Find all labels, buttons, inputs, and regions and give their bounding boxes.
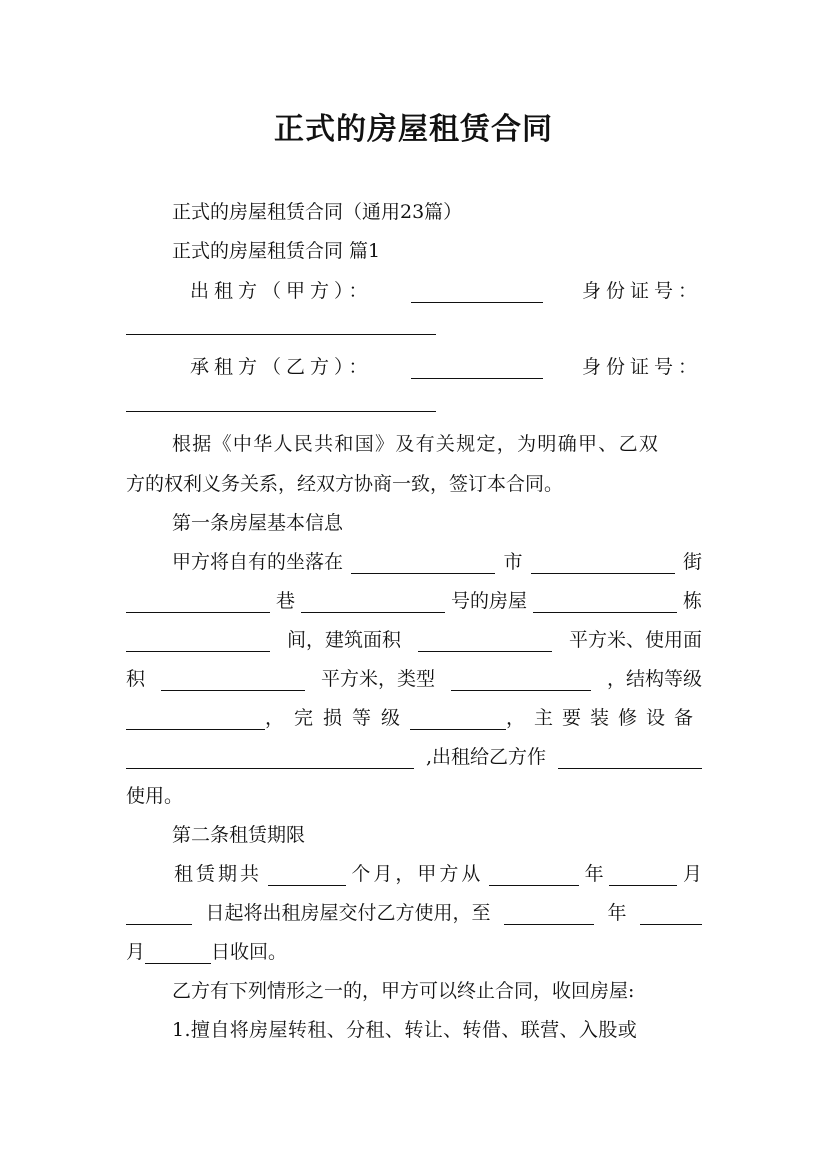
end-year-blank: [504, 904, 594, 925]
article1-text: ，主要装修设备: [505, 707, 702, 729]
article2-line-3: [126, 940, 287, 964]
section-heading: 正式的房屋租赁合同 篇1: [172, 240, 381, 262]
article1-text: 平方米，类型: [320, 668, 435, 690]
location-blank: [351, 553, 495, 574]
article2-text: 月: [682, 863, 702, 885]
article2-heading: 第二条租赁期限: [172, 824, 306, 846]
article1-heading: 第一条房屋基本信息: [172, 512, 344, 534]
article2-text: 日收回。: [211, 941, 288, 963]
article2-text: 个月，甲方从: [351, 863, 484, 885]
document-subtitle: 正式的房屋租赁合同（通用23篇）: [172, 201, 463, 223]
house-number-blank: [533, 592, 677, 613]
end-day-blank: [145, 943, 211, 964]
structure-grade-blank: [126, 709, 265, 730]
article1-text: 平方米、使用面: [568, 629, 702, 651]
document-title: 正式的房屋租赁合同: [274, 112, 553, 147]
building-blank: [126, 631, 270, 652]
article1-text: ，完损等级: [265, 707, 411, 729]
usable-area-blank: [161, 670, 305, 691]
article2-text: 年: [607, 902, 627, 924]
lessee-name-blank: [411, 358, 543, 379]
article2-text: 年: [584, 863, 604, 885]
article1-line-5: [126, 706, 702, 730]
intro-line-2: 方的权利义务关系，经双方协商一致，签订本合同。: [126, 473, 564, 495]
article1-text: ,出租给乙方作: [425, 746, 547, 768]
type-blank: [451, 670, 591, 691]
article1-line-1: [172, 550, 702, 574]
article1-line-4: [126, 667, 702, 691]
start-year-blank: [489, 865, 579, 886]
condition-grade-blank: [410, 709, 506, 730]
months-blank: [268, 865, 346, 886]
lessee-line: [190, 355, 702, 379]
start-day-blank: [126, 904, 192, 925]
city-blank: [531, 553, 675, 574]
article2-text: 租赁期共: [174, 863, 263, 885]
article1-text: 号的房屋: [450, 590, 527, 612]
lessor-label: 出租方（甲方）：: [190, 280, 373, 302]
lessor-id-blank: [126, 334, 436, 335]
article1-text: 巷: [275, 590, 295, 612]
street-blank: [126, 592, 270, 613]
article1-text: 栋: [682, 590, 702, 612]
article1-text: 间，建筑面积: [286, 629, 401, 651]
equipment-blank: [126, 748, 414, 769]
article2-text: 月: [126, 941, 146, 963]
article1-text: 积: [126, 668, 146, 690]
article1-line-6: [126, 745, 702, 769]
lane-blank: [301, 592, 445, 613]
termination-item-1: 1.擅自将房屋转租、分租、转让、转借、联营、入股或: [172, 1019, 638, 1041]
article2-line-2: [126, 901, 702, 925]
article2-line-1: [174, 862, 702, 886]
article1-text: 街: [682, 551, 702, 573]
article1-line-2: [126, 589, 702, 613]
lessee-id-blank: [126, 411, 436, 412]
lessee-id-label: 身份证号：: [581, 356, 702, 378]
lessor-name-blank: [411, 282, 543, 303]
usage-blank: [558, 748, 702, 769]
article1-line-7: 使用。: [126, 785, 184, 807]
article1-text: 市: [503, 551, 523, 573]
lessor-id-label: 身份证号：: [581, 280, 702, 302]
article2-text: 日起将出租房屋交付乙方使用，至: [205, 902, 491, 924]
lessor-line: [190, 279, 702, 303]
lessee-label: 承租方（乙方）：: [190, 356, 373, 378]
floor-area-blank: [418, 631, 552, 652]
article1-text: 甲方将自有的坐落在: [172, 551, 344, 573]
article1-line-3: [126, 628, 702, 652]
intro-line-1: 根据《中华人民共和国》及有关规定，为明确甲、乙双: [172, 433, 660, 455]
article1-text: ，结构等级: [606, 668, 702, 690]
end-month-blank: [640, 904, 702, 925]
termination-intro: 乙方有下列情形之一的，甲方可以终止合同，收回房屋:: [172, 980, 635, 1002]
start-month-blank: [609, 865, 677, 886]
